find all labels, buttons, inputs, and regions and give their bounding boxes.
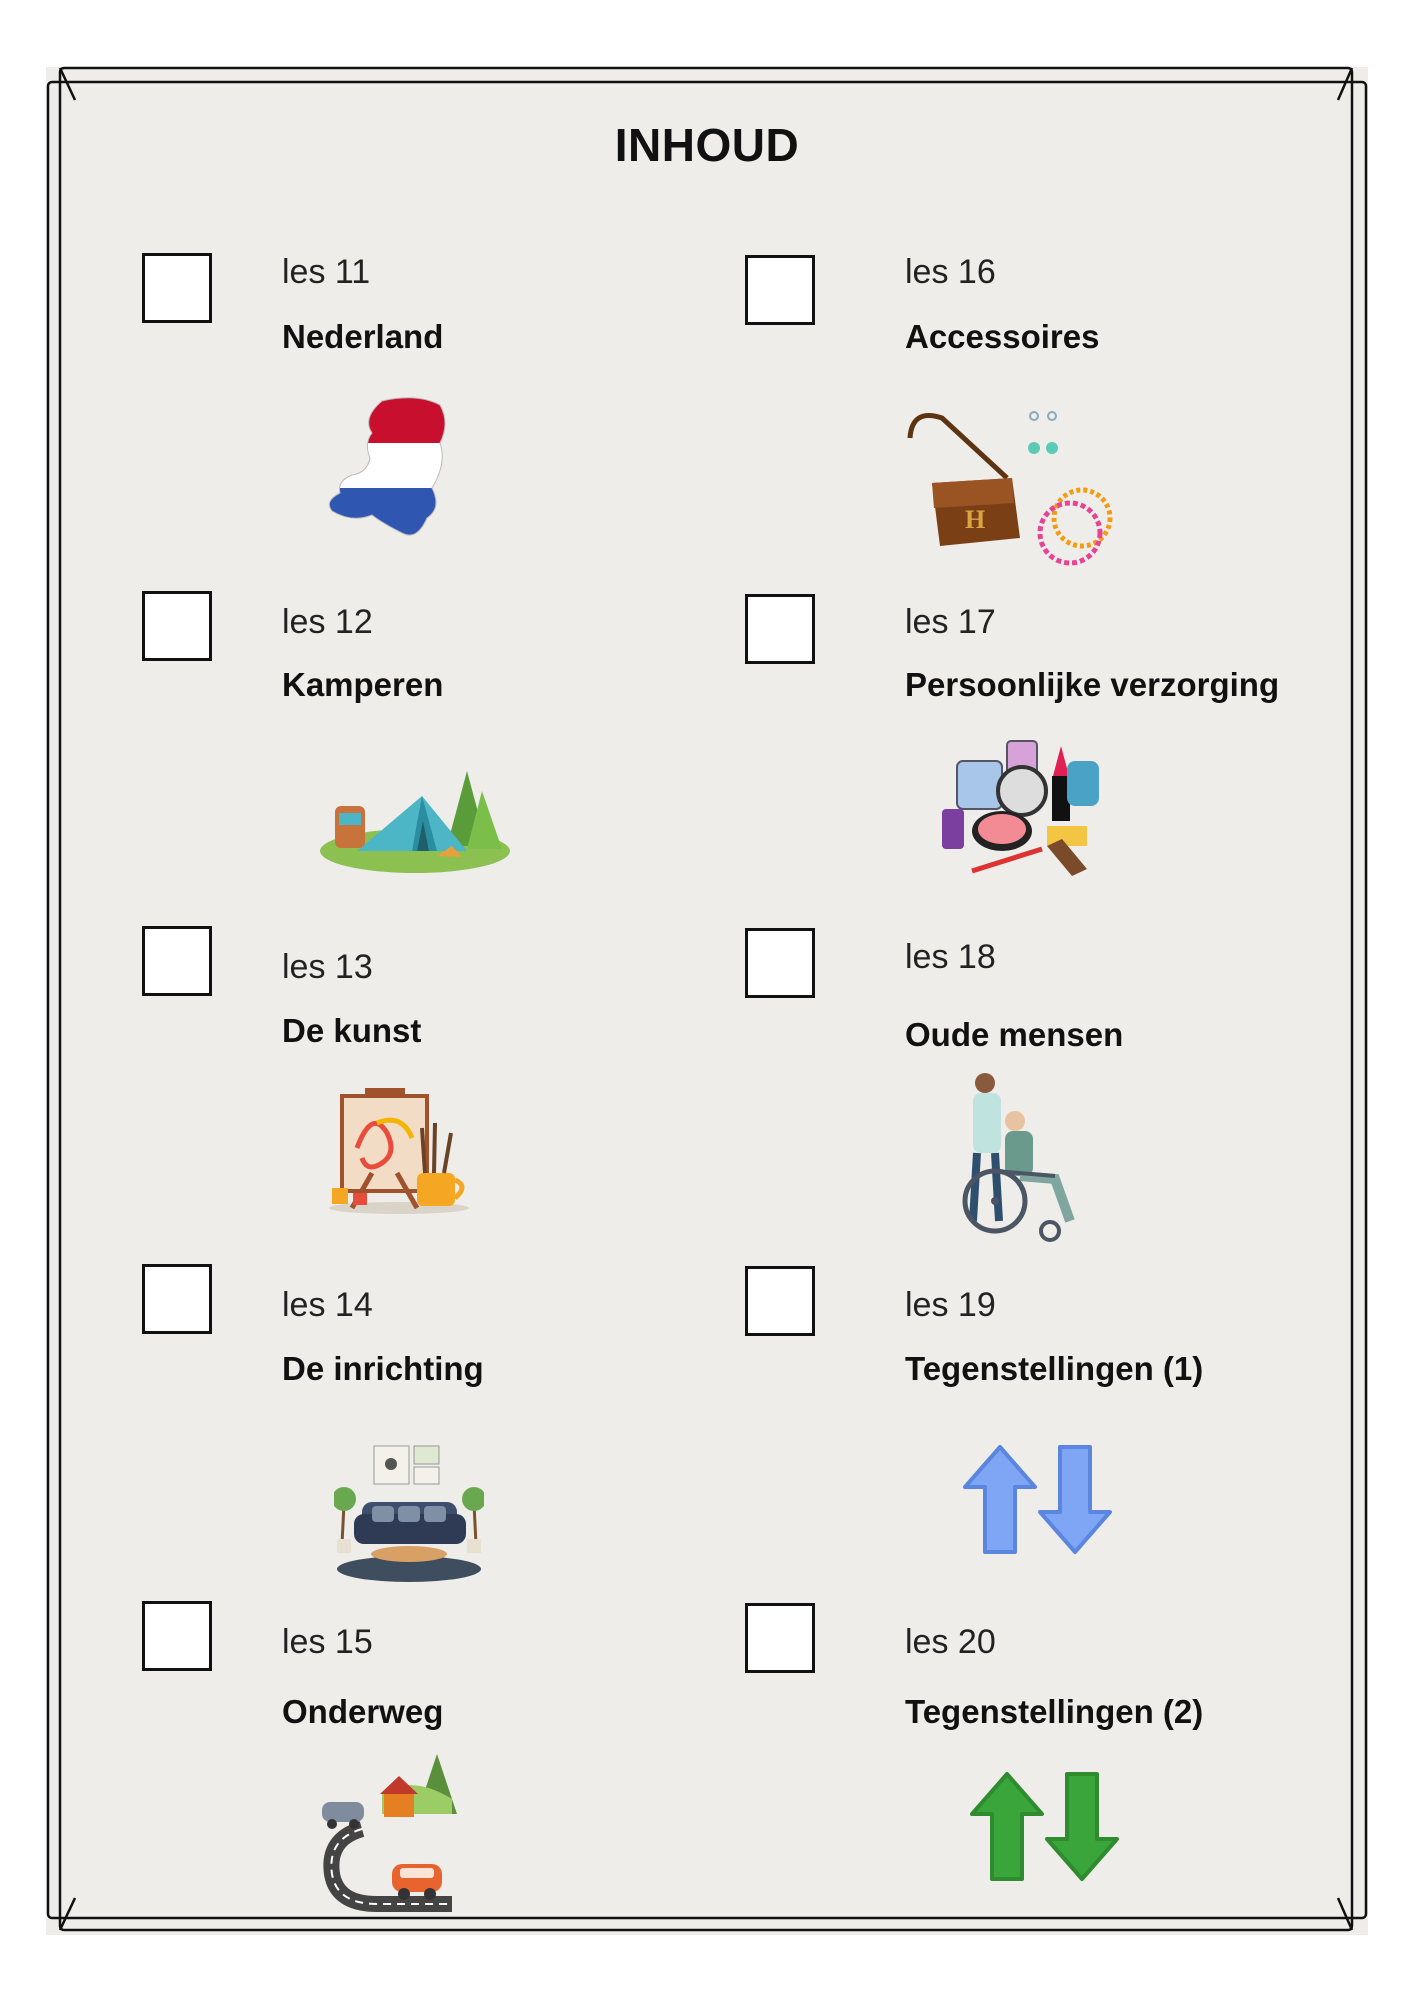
lesson-number: les 20 xyxy=(905,1623,996,1661)
blue-up-down-arrows-icon xyxy=(960,1442,1115,1557)
lesson-checkbox[interactable] xyxy=(142,1601,212,1671)
lesson-topic: De inrichting xyxy=(282,1350,484,1387)
lesson-topic: Oude mensen xyxy=(905,1016,1124,1053)
lesson-card-20 xyxy=(745,1601,1345,1931)
lesson-card-18 xyxy=(745,926,1345,1256)
lesson-number: les 18 xyxy=(905,938,996,976)
lesson-topic: Kamperen xyxy=(282,666,444,703)
lesson-card-15 xyxy=(142,1601,742,1931)
lesson-number: les 16 xyxy=(905,253,996,291)
lesson-number: les 12 xyxy=(282,603,373,641)
lesson-topic: Accessoires xyxy=(905,318,1100,355)
lesson-number: les 17 xyxy=(905,603,996,641)
lesson-topic: Nederland xyxy=(282,318,444,355)
lesson-card-16 xyxy=(745,253,1345,583)
lesson-card-17 xyxy=(745,591,1345,921)
netherlands-flag-map-icon xyxy=(322,393,462,543)
lesson-topic: De kunst xyxy=(282,1012,422,1049)
lesson-checkbox[interactable] xyxy=(745,594,815,664)
svg-text:H: H xyxy=(965,505,986,534)
lesson-card-12 xyxy=(142,591,742,921)
page-title: INHOUD xyxy=(614,119,800,171)
green-up-down-arrows-icon xyxy=(967,1769,1122,1884)
lesson-card-14 xyxy=(142,1264,742,1594)
lesson-number: les 19 xyxy=(905,1286,996,1324)
lesson-checkbox[interactable] xyxy=(142,591,212,661)
lesson-topic: Tegenstellingen (1) xyxy=(905,1350,1204,1387)
road-car-icon xyxy=(322,1754,462,1914)
camping-tent-icon xyxy=(317,751,512,876)
lesson-card-11 xyxy=(142,253,742,583)
lesson-checkbox[interactable] xyxy=(142,926,212,996)
lesson-checkbox[interactable] xyxy=(745,1603,815,1673)
lesson-number: les 13 xyxy=(282,948,373,986)
cosmetics-icon xyxy=(937,731,1107,891)
lesson-checkbox[interactable] xyxy=(142,1264,212,1334)
painting-easel-icon xyxy=(327,1088,472,1218)
living-room-sofa-icon xyxy=(334,1444,484,1584)
handbag-jewelry-icon xyxy=(902,408,1117,573)
lesson-checkbox[interactable] xyxy=(745,1266,815,1336)
lesson-card-19 xyxy=(745,1264,1345,1594)
lesson-number: les 11 xyxy=(282,253,371,291)
lesson-card-13 xyxy=(142,926,742,1256)
lesson-topic: Onderweg xyxy=(282,1693,444,1730)
lesson-topic: Persoonlijke verzorging xyxy=(905,666,1280,703)
lesson-topic: Tegenstellingen (2) xyxy=(905,1693,1204,1730)
lesson-checkbox[interactable] xyxy=(142,253,212,323)
lesson-number: les 14 xyxy=(282,1286,373,1324)
lesson-number: les 15 xyxy=(282,1623,373,1661)
lesson-checkbox[interactable] xyxy=(745,928,815,998)
elderly-wheelchair-icon xyxy=(955,1071,1095,1246)
lesson-checkbox[interactable] xyxy=(745,255,815,325)
